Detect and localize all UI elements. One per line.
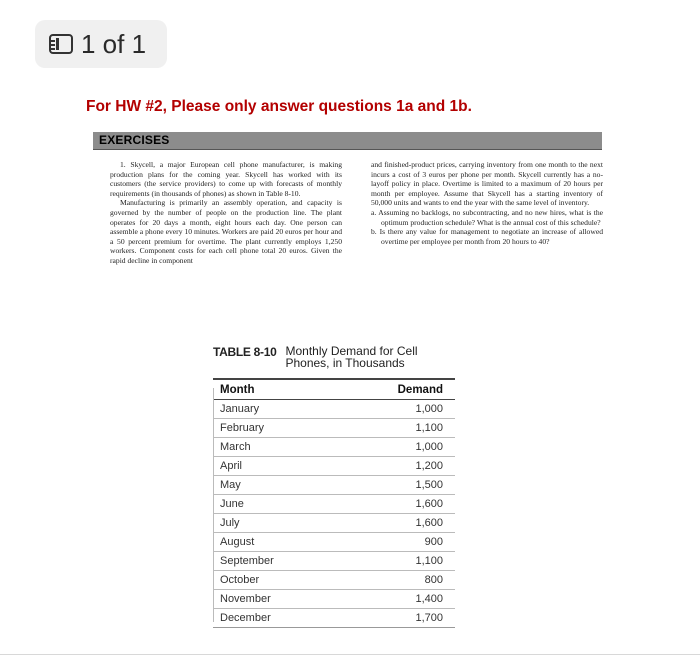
- cell-month: October: [220, 574, 260, 586]
- table-row: [213, 589, 455, 608]
- cell-demand: 1,000: [415, 403, 443, 415]
- cell-demand: 900: [424, 536, 443, 548]
- exercise-column-right: [371, 160, 603, 246]
- cell-demand: 1,500: [415, 479, 443, 491]
- cell-month: November: [220, 593, 271, 605]
- table-row: [213, 570, 455, 589]
- cell-month: September: [220, 555, 274, 567]
- table-row: [213, 513, 455, 532]
- cell-month: April: [220, 460, 243, 472]
- exercise-part-b: b. Is there any value for management to negotiate an increase of allowed overtime per employee per month from 20 hours to 40?: [371, 227, 603, 246]
- page-indicator-button[interactable]: [35, 20, 167, 68]
- table-body: [213, 399, 455, 628]
- table-header-row: [213, 380, 455, 399]
- exercise-paragraph: 1. Skycell, a major European cell phone manufacturer, is making production plans for the coming year. Skycell has worked with its customers (the service providers) to come up with forecasts of monthly requirements (in thousands of phones) as shown in Table 8-10.: [110, 160, 342, 198]
- page-indicator-text: 1 of 1: [81, 28, 147, 59]
- table-label: TABLE 8-10: [213, 345, 277, 359]
- header-month: Month: [220, 383, 255, 396]
- exercises-header-bar: [93, 132, 602, 150]
- sidebar-icon[interactable]: [49, 34, 73, 54]
- cell-demand: 1,000: [415, 441, 443, 453]
- cell-demand: 1,600: [415, 498, 443, 510]
- cell-month: August: [220, 536, 255, 548]
- table-left-rule: [213, 388, 214, 622]
- table-row: [213, 456, 455, 475]
- exercise-paragraph: and finished-product prices, carrying inventory from one month to the next incurs a cost of 3 euros per phone per month. Skycell currently has a no-layoff policy in place. Overtime is limited to a maximum of 20 hours per month per employee. Assume that Skycell has a starting inventory of 50,000 units and wants to end the year with the same level of inventory.: [371, 160, 603, 208]
- cell-demand: 800: [424, 574, 443, 586]
- exercise-part-a: a. Assuming no backlogs, no subcontracting, and no new hires, what is the optimum production schedule? What is the annual cost of this schedule?: [371, 207, 603, 227]
- exercise-column-left: [110, 160, 342, 266]
- table-description: Monthly Demand for Cell Phones, in Thousands: [285, 344, 418, 370]
- exercise-paragraph: Manufacturing is primarily an assembly operation, and capacity is governed by the number of people on the production line. The plant operates for 20 days a month, eight hours each day. One person can assemble a phone every 10 minutes. Workers are paid 20 euros per hour and a 50 percent premium for overtime. The plant currently employs 1,250 workers. Component costs for each cell phone total 20 euros. Given the rapid decline in component: [110, 198, 342, 265]
- cell-month: March: [220, 441, 251, 453]
- table-row: [213, 551, 455, 570]
- table-row: [213, 400, 455, 418]
- cell-month: December: [220, 612, 271, 624]
- cell-demand: 1,100: [415, 422, 443, 434]
- table-row: [213, 608, 455, 627]
- cell-demand: 1,400: [415, 593, 443, 605]
- table-row: [213, 437, 455, 456]
- cell-month: July: [220, 517, 240, 529]
- demand-table: [213, 345, 455, 628]
- cell-month: January: [220, 403, 260, 415]
- viewer-toolbar: [0, 0, 700, 90]
- document-page: [0, 90, 700, 655]
- table-row: [213, 532, 455, 551]
- cell-demand: 1,100: [415, 555, 443, 567]
- table-caption: [213, 345, 455, 369]
- header-demand: Demand: [397, 383, 443, 396]
- cell-month: May: [220, 479, 241, 491]
- cell-demand: 1,600: [415, 517, 443, 529]
- cell-demand: 1,200: [415, 460, 443, 472]
- exercises-title: EXERCISES: [99, 133, 170, 147]
- cell-demand: 1,700: [415, 612, 443, 624]
- table-row: [213, 418, 455, 437]
- table-row: [213, 475, 455, 494]
- cell-month: February: [220, 422, 265, 434]
- cell-month: June: [220, 498, 244, 510]
- homework-instruction: For HW #2, Please only answer questions 1a and 1b.: [86, 98, 472, 115]
- table-row: [213, 494, 455, 513]
